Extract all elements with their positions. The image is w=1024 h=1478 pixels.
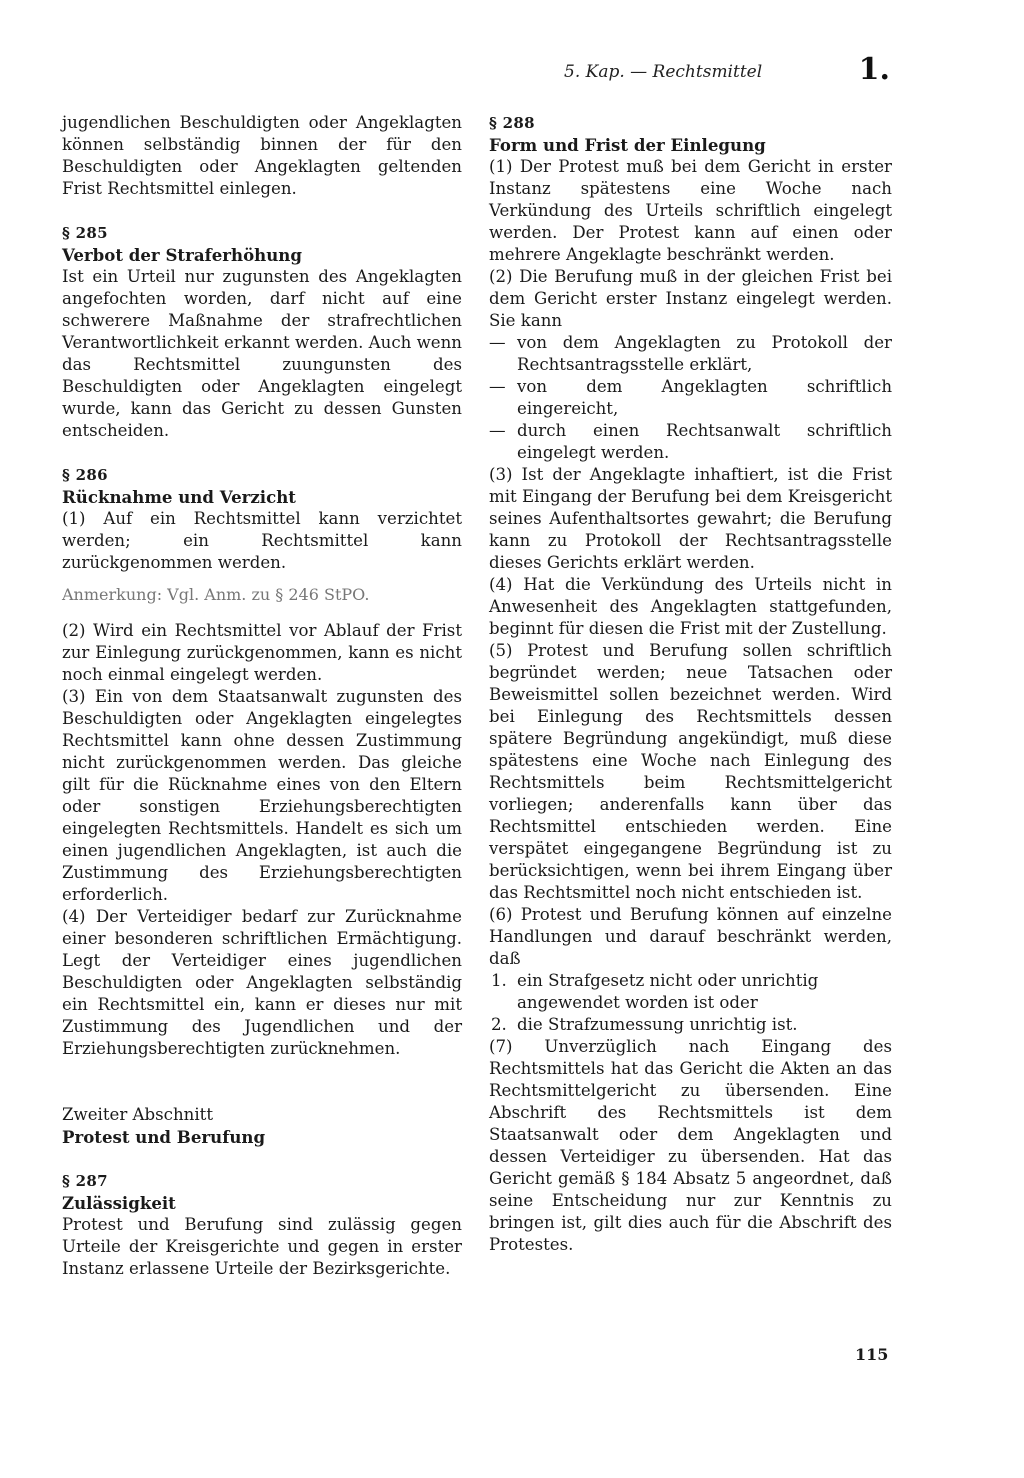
section-number: § 288	[489, 114, 535, 132]
section-title: Rücknahme und Verzicht	[62, 487, 296, 507]
left-column	[62, 112, 462, 1280]
number-marker: 1.	[491, 971, 507, 990]
section-286	[62, 464, 462, 1060]
chapter-label: Zweiter Abschnitt	[62, 1105, 213, 1124]
list-item-text: ein Strafgesetz nicht oder unrichtig angewendet worden ist oder	[517, 971, 819, 1012]
list-item-text: die Strafzumessung unrichtig ist.	[517, 1015, 798, 1034]
list-item	[489, 1014, 892, 1036]
section-paragraph: (4) Hat die Verkündung des Urteils nicht in Anwesenheit des Angeklagten stattgefunden, beginnt für diesen die Frist mit der Zustellung.	[489, 575, 892, 638]
chapter-title: Protest und Berufung	[62, 1127, 266, 1147]
dash-marker: —	[489, 421, 506, 440]
dash-marker: —	[489, 333, 506, 352]
section-288	[489, 112, 892, 1256]
list-item	[489, 420, 892, 464]
number-marker: 2.	[491, 1015, 507, 1034]
section-287	[62, 1170, 462, 1280]
list-item	[489, 332, 892, 376]
section-285	[62, 222, 462, 442]
running-head: 5. Kap. — Rechtsmittel	[564, 62, 763, 82]
section-paragraph: (3) Ein von dem Staatsanwalt zugunsten des Beschuldigten oder Angeklagten eingelegtes Rechtsmittel kann ohne dessen Zustimmung nicht zurückgenommen werden. Das gleiche gilt für die Rücknahme eines von den Eltern oder sonstigen Erziehungsberechtigten eingelegten Rechtsmittels. Handelt es sich um einen jugendlichen Angeklagten, ist auch die Zustimmung des Erziehungsberechtigten erforderlich.	[62, 687, 462, 904]
section-title: Verbot der Straferhöhung	[62, 245, 302, 265]
section-paragraph: (2) Die Berufung muß in der gleichen Frist bei dem Gericht erster Instanz eingelegt werden. Sie kann	[489, 267, 892, 330]
list-item-text: durch einen Rechtsanwalt schriftlich eingelegt werden.	[517, 421, 892, 462]
page-number: 115	[855, 1345, 889, 1364]
section-paragraph: (5) Protest und Berufung sollen schriftlich begründet werden; neue Tatsachen oder Beweismittel sollen bezeichnet werden. Wird bei Einlegung des Rechtsmittels dessen spätere Begründung angekündigt, muß diese spätestens eine Woche nach Einlegung des Rechtsmittels beim Rechtsmittelgericht vorliegen; anderenfalls kann über das Rechtsmittel entschieden werden. Eine verspätet eingegangene Begründung ist zu berücksichtigen, wenn bei ihrem Eingang über das Rechtsmittel noch nicht entschieden ist.	[489, 641, 892, 902]
continuation-paragraph: jugendlichen Beschuldigten oder Angeklagten können selbständig binnen der für den Beschuldigten oder Angeklagten geltenden Frist Rechtsmittel einlegen.	[62, 113, 462, 198]
section-paragraph: Protest und Berufung sind zulässig gegen Urteile der Kreisgerichte und gegen in erster Instanz erlassene Urteile der Bezirksgerichte.	[62, 1215, 462, 1278]
section-paragraph: (6) Protest und Berufung können auf einzelne Handlungen und darauf beschränkt werden, daß	[489, 905, 892, 968]
section-paragraph: (7) Unverzüglich nach Eingang des Rechtsmittels hat das Gericht die Akten an das Rechtsmittelgericht zu übersenden. Eine Abschrift des Rechtsmittels ist dem Staatsanwalt oder dem Angeklagten und dessen Verteidiger zu übersenden. Hat das Gericht gemäß § 184 Absatz 5 angeordnet, daß seine Entscheidung nur zur Kenntnis zu bringen ist, gilt dies auch für die Abschrift des Protestes.	[489, 1037, 892, 1254]
section-paragraph: (2) Wird ein Rechtsmittel vor Ablauf der Frist zur Einlegung zurückgenommen, kann es nicht noch einmal eingelegt werden.	[62, 621, 462, 684]
page-header	[564, 52, 890, 98]
section-number: § 285	[62, 224, 108, 242]
section-paragraph: Ist ein Urteil nur zugunsten des Angeklagten angefochten worden, darf nicht auf eine schwerere Maßnahme der strafrechtlichen Verantwortlichkeit erkannt werden. Auch wenn das Rechtsmittel zuungunsten des Beschuldigten oder Angeklagten eingelegt wurde, kann das Gericht zu dessen Gunsten entscheiden.	[62, 267, 462, 440]
section-paragraph: (1) Auf ein Rechtsmittel kann verzichtet werden; ein Rechtsmittel kann zurückgenommen werden.	[62, 509, 462, 572]
list-item-text: von dem Angeklagten zu Protokoll der Rechtsantragsstelle erklärt,	[517, 333, 892, 374]
section-paragraph: (3) Ist der Angeklagte inhaftiert, ist die Frist mit Eingang der Berufung bei dem Kreisgericht seines Aufenthaltsortes gewahrt; die Berufung kann zu Protokoll der Rechtsantragsstelle dieses Gerichts erklärt werden.	[489, 465, 892, 572]
list-item	[489, 376, 892, 420]
dash-marker: —	[489, 377, 506, 396]
chapter-heading	[62, 1082, 462, 1148]
chapter-marker: 1.	[858, 52, 890, 87]
section-number: § 286	[62, 466, 108, 484]
annotation-note: Anmerkung: Vgl. Anm. zu § 246 StPO.	[62, 585, 370, 604]
section-number: § 287	[62, 1172, 108, 1190]
section-paragraph: (1) Der Protest muß bei dem Gericht in erster Instanz spätestens eine Woche nach Verkündung des Urteils schriftlich eingelegt werden. Der Protest kann auf einen oder mehrere Angeklagte beschränkt werden.	[489, 157, 892, 264]
right-column	[489, 112, 892, 1256]
section-title: Zulässigkeit	[62, 1193, 176, 1213]
list-item-text: von dem Angeklagten schriftlich eingereicht,	[517, 377, 892, 418]
list-item	[489, 970, 892, 1014]
section-paragraph: (4) Der Verteidiger bedarf zur Zurücknahme einer besonderen schriftlichen Ermächtigung. Legt der Verteidiger eines jugendlichen Beschuldigten oder Angeklagten selbständig ein Rechtsmittel ein, kann er dieses nur mit Zustimmung des Jugendlichen und der Erziehungsberechtigten zurücknehmen.	[62, 907, 462, 1058]
section-title: Form und Frist der Einlegung	[489, 135, 766, 155]
